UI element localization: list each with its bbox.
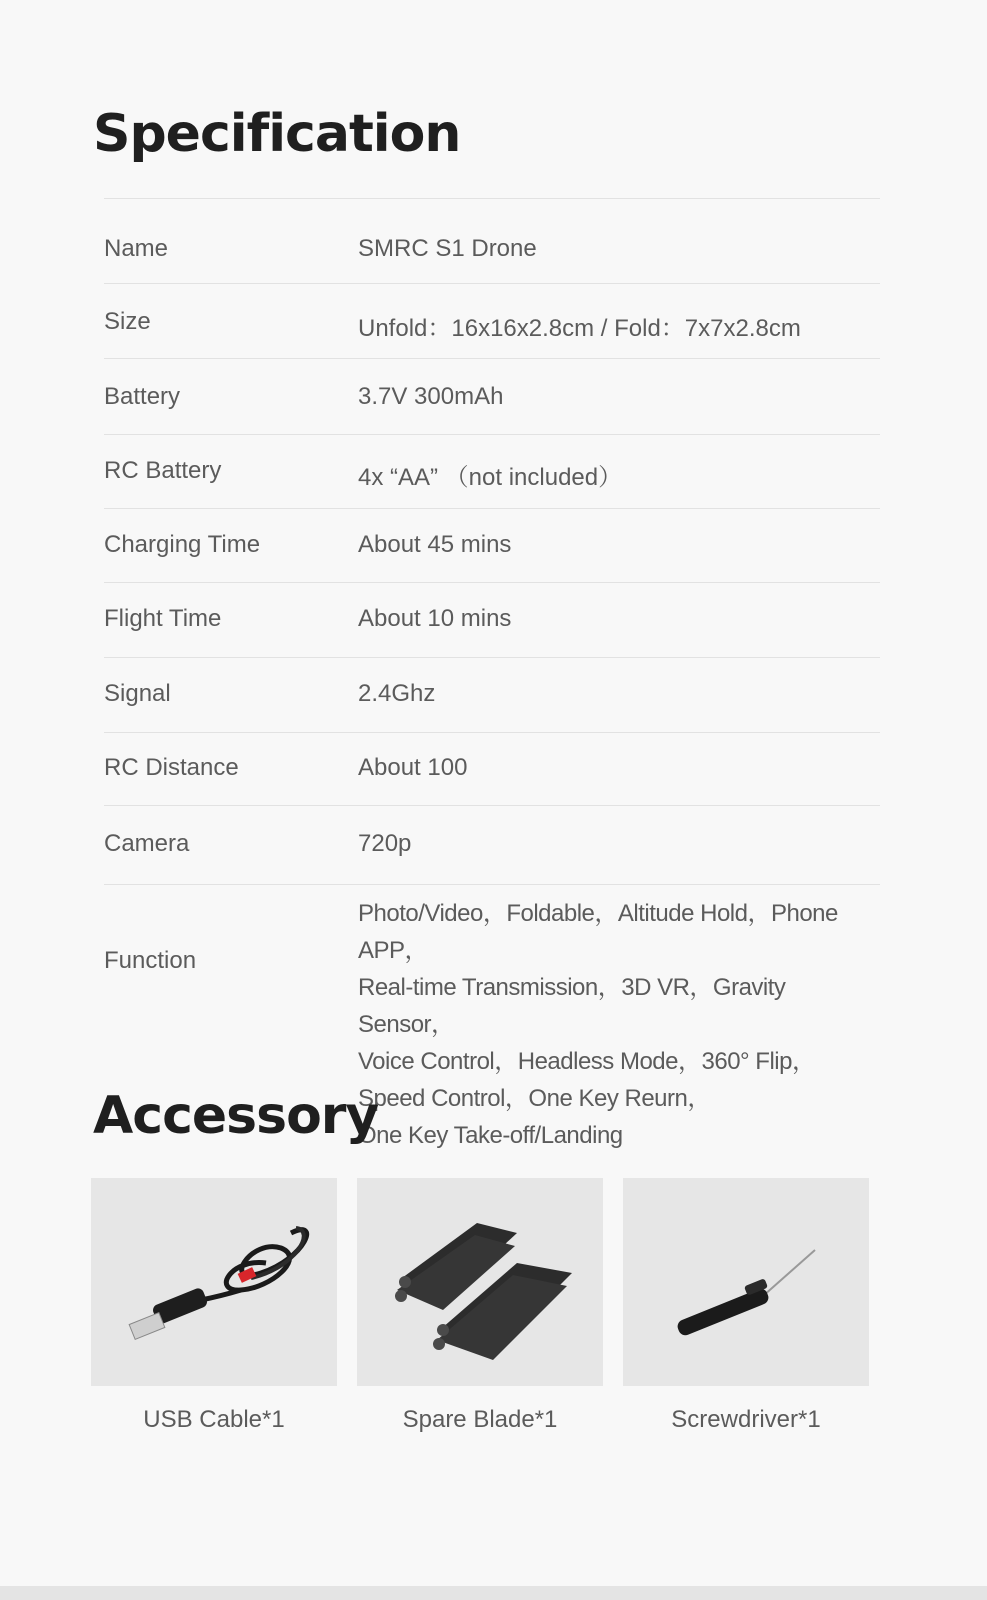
accessory-heading: Accessory: [93, 1086, 379, 1146]
accessory-card-screwdriver: [623, 1178, 869, 1433]
spec-row-name: [104, 198, 880, 283]
spec-row-camera: [104, 805, 880, 884]
spec-value: About 10 mins: [358, 605, 512, 632]
accessory-card-usb-cable: [91, 1178, 337, 1433]
function-line: Photo/Video，Foldable，Altitude Hold，Phone APP，: [358, 900, 838, 964]
function-list: [358, 895, 880, 1154]
accessory-label: Spare Blade*1: [402, 1406, 558, 1433]
spec-value: Unfold：16x16x2.8cm / Fold：7x7x2.8cm: [358, 315, 801, 342]
spec-value: SMRC S1 Drone: [358, 235, 537, 262]
accessory-label: Screwdriver*1: [671, 1406, 821, 1433]
spec-row-battery: [104, 358, 880, 434]
spec-value: 720p: [358, 830, 412, 857]
accessory-label: USB Cable*1: [143, 1406, 285, 1433]
screwdriver-image: [623, 1178, 869, 1386]
spec-label: Name: [104, 235, 169, 262]
spec-label: RC Battery: [104, 457, 222, 484]
usb-cable-image: [91, 1178, 337, 1386]
spec-label: Function: [104, 947, 197, 974]
spare-blade-image: [357, 1178, 603, 1386]
specification-heading: Specification: [93, 104, 461, 164]
spec-label: Camera: [104, 830, 190, 857]
spec-row-signal: [104, 657, 880, 732]
bottom-divider: [0, 1586, 987, 1600]
function-line: One Key Take-off/Landing: [358, 1122, 623, 1149]
spec-row-flight-time: [104, 582, 880, 657]
spec-value: 4x “AA” （not included）: [358, 464, 623, 491]
spec-label: RC Distance: [104, 754, 239, 781]
function-line: Voice Control，Headless Mode，360° Flip，: [358, 1048, 816, 1075]
spec-row-charging-time: [104, 508, 880, 582]
spec-label: Size: [104, 308, 151, 335]
spec-value: 2.4Ghz: [358, 680, 436, 707]
spec-value: About 45 mins: [358, 531, 512, 558]
spec-row-size: [104, 283, 880, 358]
accessory-card-spare-blade: [357, 1178, 603, 1433]
spec-label: Flight Time: [104, 605, 222, 632]
spec-value: 3.7V 300mAh: [358, 383, 504, 410]
spec-value: About 100: [358, 754, 468, 781]
spec-label: Charging Time: [104, 531, 261, 558]
function-line: Speed Control，One Key Reurn，: [358, 1085, 711, 1112]
function-line: Real-time Transmission，3D VR，Gravity Sensor，: [358, 974, 786, 1038]
spec-label: Battery: [104, 383, 181, 410]
spec-row-rc-battery: [104, 434, 880, 508]
spec-label: Signal: [104, 680, 171, 707]
spec-row-rc-distance: [104, 732, 880, 805]
